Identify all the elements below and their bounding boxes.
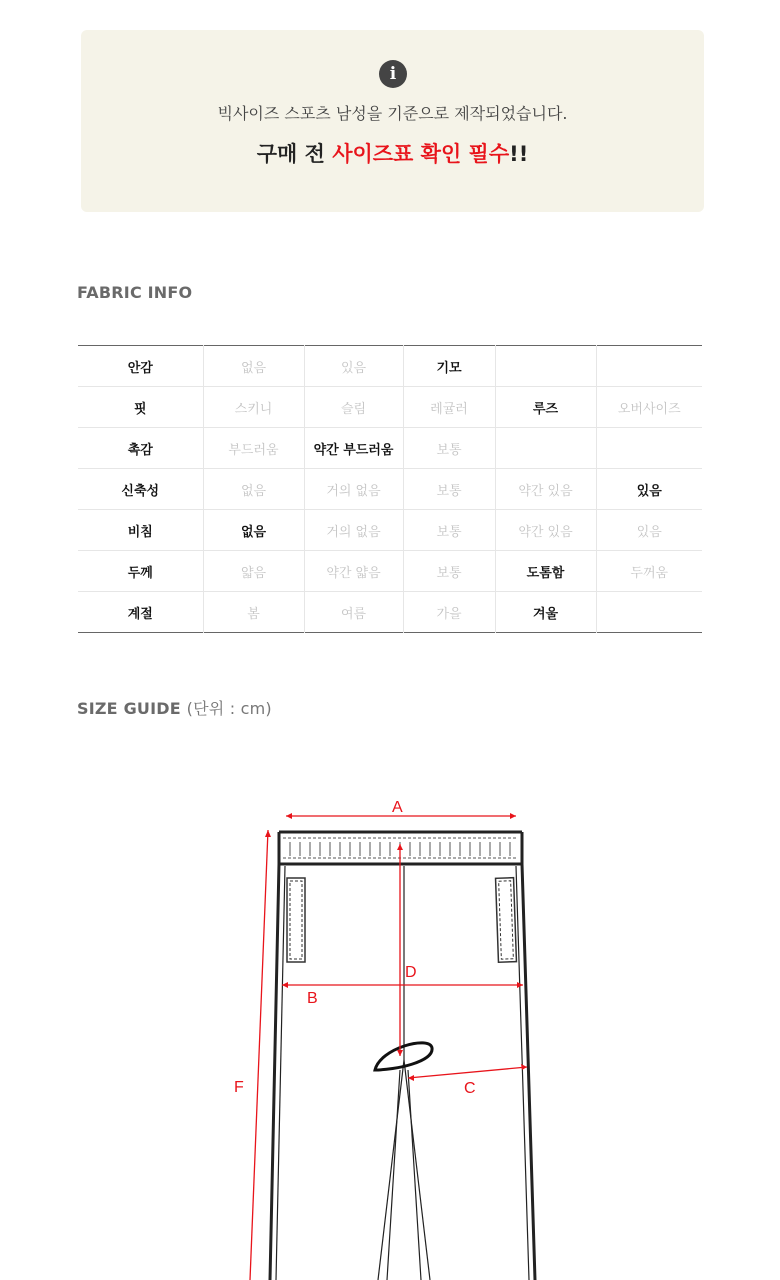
- fabric-option: [495, 346, 596, 387]
- size-notice-box: [81, 30, 704, 212]
- fabric-row-label: 비침: [78, 510, 203, 551]
- fabric-info-table: [78, 345, 702, 633]
- info-icon: i: [379, 60, 407, 88]
- fabric-option: [495, 428, 596, 469]
- fabric-row: [78, 510, 702, 551]
- fabric-row: [78, 346, 702, 387]
- pants-inner-lines: [276, 866, 529, 1280]
- fabric-row: [78, 551, 702, 592]
- fabric-option: 부드러움: [203, 428, 304, 469]
- fabric-option: 거의 없음: [304, 510, 403, 551]
- fabric-option: 보통: [403, 551, 495, 592]
- fabric-row-label: 핏: [78, 387, 203, 428]
- fabric-option: 겨울: [495, 592, 596, 633]
- pants-outline: [270, 832, 535, 1280]
- fabric-info-title: FABRIC INFO: [77, 283, 193, 302]
- fabric-option: 가을: [403, 592, 495, 633]
- size-guide-title-text: SIZE GUIDE: [77, 699, 181, 718]
- fabric-option: 보통: [403, 469, 495, 510]
- fabric-row-label: 신축성: [78, 469, 203, 510]
- fabric-row: [78, 387, 702, 428]
- label-c: C: [464, 1080, 476, 1097]
- label-b: B: [307, 990, 318, 1007]
- fabric-option: 없음: [203, 510, 304, 551]
- fabric-option: 여름: [304, 592, 403, 633]
- label-d: D: [405, 964, 417, 981]
- fabric-option: 얇음: [203, 551, 304, 592]
- fabric-option: 약간 부드러움: [304, 428, 403, 469]
- notice-warning-highlight: 사이즈표 확인 필수: [332, 142, 510, 166]
- fabric-row-label: 계절: [127, 606, 153, 622]
- fabric-option: [596, 428, 702, 469]
- pants-size-diagram: [0, 780, 780, 1280]
- label-f: F: [234, 1079, 244, 1096]
- label-a: A: [392, 799, 403, 816]
- fabric-option: 거의 없음: [304, 469, 403, 510]
- fabric-option: [596, 346, 702, 387]
- fabric-option: 약간 있음: [495, 469, 596, 510]
- fabric-option: 있음: [304, 346, 403, 387]
- fabric-option: 있음: [596, 469, 702, 510]
- measurement-lines: [250, 813, 527, 1280]
- notice-warning-prefix: 구매 전: [256, 142, 333, 166]
- fabric-row-label: 두께: [78, 551, 203, 592]
- fabric-option: 스키니: [203, 387, 304, 428]
- fabric-option: 약간 얇음: [304, 551, 403, 592]
- fabric-row: [78, 592, 702, 633]
- pocket-right: [496, 878, 517, 963]
- fabric-option: 약간 있음: [495, 510, 596, 551]
- fabric-option: 루즈: [495, 387, 596, 428]
- fabric-row-label: 촉감: [78, 428, 203, 469]
- fabric-option: 보통: [403, 510, 495, 551]
- fabric-option: 도톰함: [495, 551, 596, 592]
- size-guide-unit: (단위 : cm): [186, 699, 272, 718]
- fabric-option: 두꺼움: [596, 551, 702, 592]
- fabric-option: 보통: [403, 428, 495, 469]
- notice-warning: [81, 138, 704, 168]
- fabric-option: 없음: [203, 346, 304, 387]
- fabric-row: [78, 469, 702, 510]
- notice-text: 빅사이즈 스포츠 남성을 기준으로 제작되었습니다.: [217, 104, 568, 123]
- size-guide-title: [77, 696, 272, 719]
- fabric-option: 오버사이즈: [596, 387, 702, 428]
- fabric-option: 없음: [203, 469, 304, 510]
- fabric-row: [78, 428, 702, 469]
- fabric-option: 있음: [596, 510, 702, 551]
- fabric-option: 레귤러: [403, 387, 495, 428]
- pocket-left: [287, 878, 305, 962]
- fabric-option: 슬림: [304, 387, 403, 428]
- fabric-option: 기모: [403, 346, 495, 387]
- fabric-option: 봄: [203, 592, 304, 633]
- fabric-option: [596, 592, 702, 633]
- notice-warning-suffix: !!: [509, 142, 529, 166]
- fabric-row-label: 안감: [78, 346, 203, 387]
